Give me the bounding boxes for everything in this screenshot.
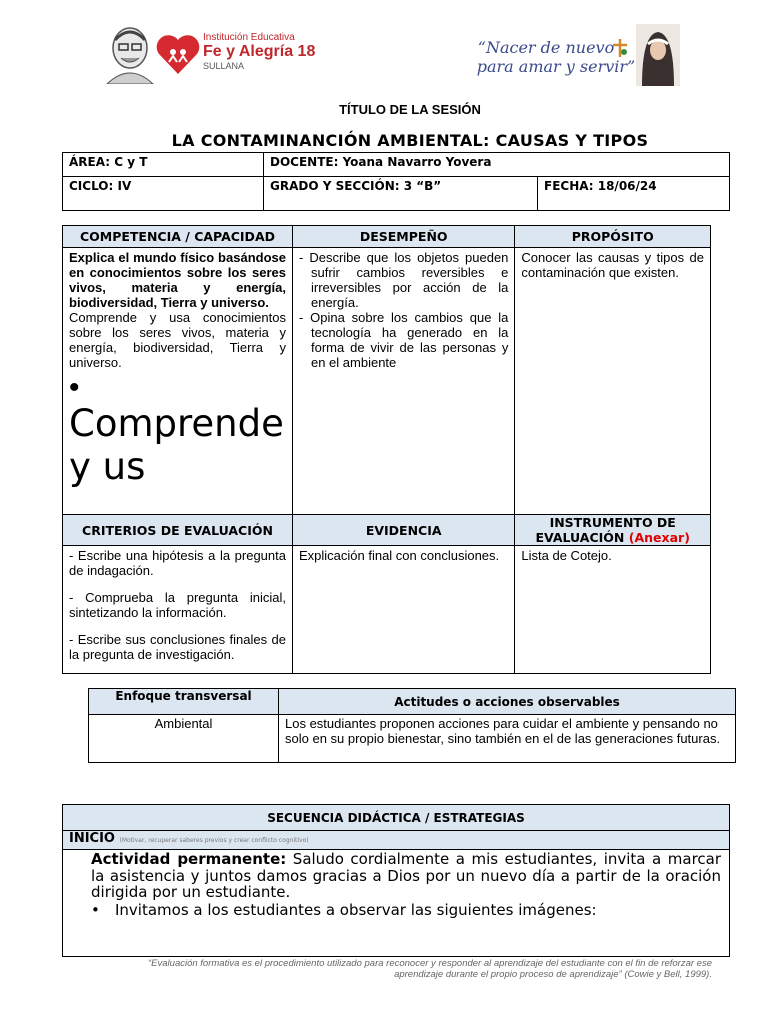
proposito-cell: Conocer las causas y tipos de contaminación que existen.: [515, 248, 711, 515]
fecha-cell: FECHA: 18/06/24: [538, 177, 730, 211]
competencia-cell: [63, 248, 293, 515]
enfoque-header: Enfoque transversal: [89, 689, 279, 715]
institution-line-2: Fe y Alegría 18: [203, 43, 316, 60]
enfoque-cell: Ambiental: [89, 715, 279, 763]
actitudes-header: Actitudes o acciones observables: [279, 689, 736, 715]
session-title: LA CONTAMINANCIÓN AMBIENTAL: CAUSAS Y TIPOS: [171, 131, 649, 150]
cross-icon: [610, 38, 630, 58]
slogan-line-2: para amar y servir”: [476, 57, 636, 76]
info-table: [62, 152, 730, 211]
actitudes-cell: Los estudiantes proponen acciones para cuidar el ambiente y pensando no solo en su propio bienestar, sino también en el de las generaciones futuras.: [279, 715, 736, 763]
seq-bullet-text: Invitamos a los estudiantes a observar las siguientes imágenes:: [115, 900, 597, 919]
inicio-label: INICIO: [69, 831, 115, 846]
session-label: TÍTULO DE LA SESIÓN: [339, 102, 481, 117]
header-banner: [58, 18, 710, 92]
grado-cell: GRADO Y SECCIÓN: 3 “B”: [264, 177, 538, 211]
instrumento-cell: Lista de Cotejo.: [515, 546, 711, 674]
nun-portrait-icon: [636, 24, 680, 86]
desempeno-item: - Describe que los objetos pueden sufrir cambios reversibles e irreversibles por acción de la energía.: [298, 250, 509, 310]
criterios-header: CRITERIOS DE EVALUACIÓN: [63, 515, 293, 546]
bullet-icon: •: [69, 371, 80, 404]
actividad-paragraph: [91, 851, 721, 901]
institution-line-1: Institución Educativa: [203, 32, 295, 43]
bullet-icon: •: [91, 900, 100, 919]
actividad-label: Actividad permanente:: [91, 850, 287, 868]
institution-logo: [103, 26, 323, 86]
institution-name: [203, 32, 315, 71]
desempeno-list: [299, 250, 508, 370]
slogan: [456, 38, 636, 76]
inicio-note: (Motivar, recuperar saberes previos y crear conflicto cognitivo): [119, 837, 309, 844]
desempeno-header: DESEMPEÑO: [292, 226, 514, 248]
area-cell: ÁREA: C y T: [63, 153, 264, 177]
competencia-header: COMPETENCIA / CAPACIDAD: [63, 226, 293, 248]
competencias-table: [62, 225, 711, 674]
secuencia-table: [62, 804, 730, 957]
secuencia-header: SECUENCIA DIDÁCTICA / ESTRATEGIAS: [63, 805, 730, 831]
slogan-line-1: “Nacer de nuevo: [477, 38, 615, 57]
evidencia-header: EVIDENCIA: [292, 515, 514, 546]
seq-bullet-item: [91, 902, 721, 919]
criterio-item: - Escribe sus conclusiones finales de la pregunta de investigación.: [69, 632, 286, 662]
proposito-header: PROPÓSITO: [515, 226, 711, 248]
inicio-row: [63, 831, 730, 850]
docente-cell: DOCENTE: Yoana Navarro Yovera: [264, 153, 730, 177]
institution-line-3: SULLANA: [203, 61, 245, 71]
criterios-cell: [63, 546, 293, 674]
actividad-text: Saludo cordialmente a mis estudiantes, invita a marcar la asistencia y juntos damos gracias a Dios por un nuevo día a partir de la oración dirigida por un estudiante.: [91, 850, 722, 901]
anexar-note: (Anexar): [628, 530, 690, 545]
competencia-normal-text: Comprende y usa conocimientos sobre los seres vivos, materia y energía, biodiversidad, Tierra y universo.: [69, 310, 286, 370]
evidencia-cell: Explicación final con conclusiones.: [292, 546, 514, 674]
instrumento-header: [515, 515, 711, 546]
ciclo-cell: CICLO: IV: [63, 177, 264, 211]
inicio-content: [63, 850, 730, 957]
competencia-bold-text: Explica el mundo físico basándose en conocimientos sobre los seres vivos, materia y energía, biodiversidad, Tierra y universo.: [69, 250, 286, 310]
instrumento-header-text: INSTRUMENTO DE EVALUACIÓN: [535, 515, 676, 545]
desempeno-cell: [292, 248, 514, 515]
criterio-item: - Escribe una hipótesis a la pregunta de indagación.: [69, 548, 286, 578]
criterio-item: - Comprueba la pregunta inicial, sintetizando la información.: [69, 590, 286, 620]
heart-logo-icon: [155, 32, 201, 76]
enfoque-table: [88, 688, 736, 763]
footnote: “Evaluación formativa es el procedimiento utilizado para reconocer y responder al aprendizaje del estudiante con el fin de reforzar ese aprendizaje durante el propio proceso de aprendizaje” (Cowie y Bell, 1999).: [148, 958, 712, 980]
founder-portrait-icon: [103, 26, 157, 84]
competencia-large-text: Comprende y us: [69, 402, 284, 488]
desempeno-item: - Opina sobre los cambios que la tecnología ha generado en la forma de vivir de las personas y en el ambiente: [298, 310, 509, 370]
